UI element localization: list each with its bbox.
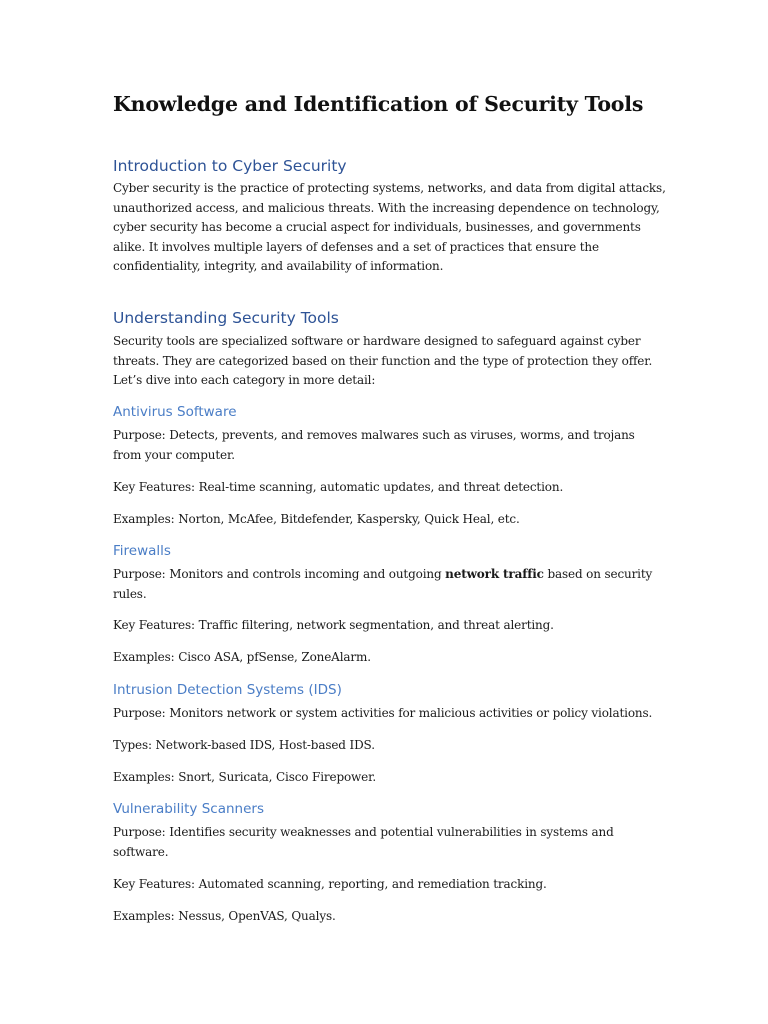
antivirus-features-text: Key Features: Real-time scanning, automatic updates, and threat detection.	[113, 480, 564, 494]
understanding-line-1: Security tools are specialized software or hardware designed to safeguard against cyber	[113, 334, 641, 348]
intro-line-2: unauthorized access, and malicious threats. With the increasing dependence on technology,	[113, 200, 660, 215]
vuln-examples-text: Examples: Nessus, OpenVAS, Qualys.	[113, 909, 336, 923]
firewalls-purpose	[113, 565, 653, 604]
intro-heading: Introduction to Cyber Security	[113, 157, 347, 175]
firewalls-purpose-line-2: rules.	[113, 586, 147, 601]
vuln-purpose	[113, 823, 653, 862]
antivirus-purpose	[113, 426, 653, 465]
vuln-purpose-line-2: software.	[113, 844, 169, 859]
vuln-heading: Vulnerability Scanners	[113, 801, 264, 817]
intro-line-4: alike. It involves multiple layers of defenses and a set of practices that ensure the	[113, 239, 599, 254]
ids-types-text: Types: Network-based IDS, Host-based IDS.	[113, 738, 375, 752]
ids-purpose-text: Purpose: Monitors network or system activities for malicious activities or policy violations.	[113, 706, 653, 720]
intro-line-5: confidentiality, integrity, and availability of information.	[113, 259, 444, 273]
understanding-paragraph	[113, 332, 653, 391]
intro-paragraph	[113, 179, 666, 277]
understanding-line-3: Let’s dive into each category in more detail:	[113, 373, 376, 387]
understanding-line-2: threats. They are categorized based on their function and the type of protection they offer.	[113, 353, 653, 368]
firewalls-purpose-post: based on security	[543, 567, 653, 581]
antivirus-features	[113, 478, 653, 498]
antivirus-purpose-line-2: from your computer.	[113, 447, 235, 462]
ids-examples-text: Examples: Snort, Suricata, Cisco Firepower.	[113, 770, 377, 784]
firewalls-purpose-bold: network traffic	[445, 567, 544, 581]
ids-purpose	[113, 704, 653, 724]
vuln-features-text: Key Features: Automated scanning, reporting, and remediation tracking.	[113, 877, 547, 891]
firewalls-examples-text: Examples: Cisco ASA, pfSense, ZoneAlarm.	[113, 650, 371, 664]
firewalls-heading: Firewalls	[113, 543, 171, 559]
firewalls-examples	[113, 648, 653, 668]
firewalls-purpose-line-1	[113, 565, 653, 585]
antivirus-purpose-line-1: Purpose: Detects, prevents, and removes malwares such as viruses, worms, and trojans	[113, 428, 635, 442]
ids-types	[113, 736, 653, 756]
understanding-heading: Understanding Security Tools	[113, 309, 339, 327]
firewalls-features-text: Key Features: Traffic filtering, network segmentation, and threat alerting.	[113, 618, 554, 632]
firewalls-features	[113, 616, 653, 636]
intro-line-3: cyber security has become a crucial aspect for individuals, businesses, and governments	[113, 220, 641, 234]
antivirus-heading: Antivirus Software	[113, 404, 237, 420]
vuln-examples	[113, 907, 653, 927]
intro-line-1: Cyber security is the practice of protecting systems, networks, and data from digital attacks,	[113, 181, 666, 195]
ids-examples	[113, 768, 653, 788]
vuln-features	[113, 875, 653, 895]
antivirus-examples	[113, 510, 653, 530]
vuln-purpose-line-1: Purpose: Identifies security weaknesses and potential vulnerabilities in systems and	[113, 825, 614, 839]
document-title: Knowledge and Identification of Security Tools	[113, 92, 644, 116]
antivirus-examples-text: Examples: Norton, McAfee, Bitdefender, Kaspersky, Quick Heal, etc.	[113, 512, 520, 526]
ids-heading: Intrusion Detection Systems (IDS)	[113, 682, 342, 698]
firewalls-purpose-pre: Purpose: Monitors and controls incoming and outgoing	[113, 567, 446, 581]
